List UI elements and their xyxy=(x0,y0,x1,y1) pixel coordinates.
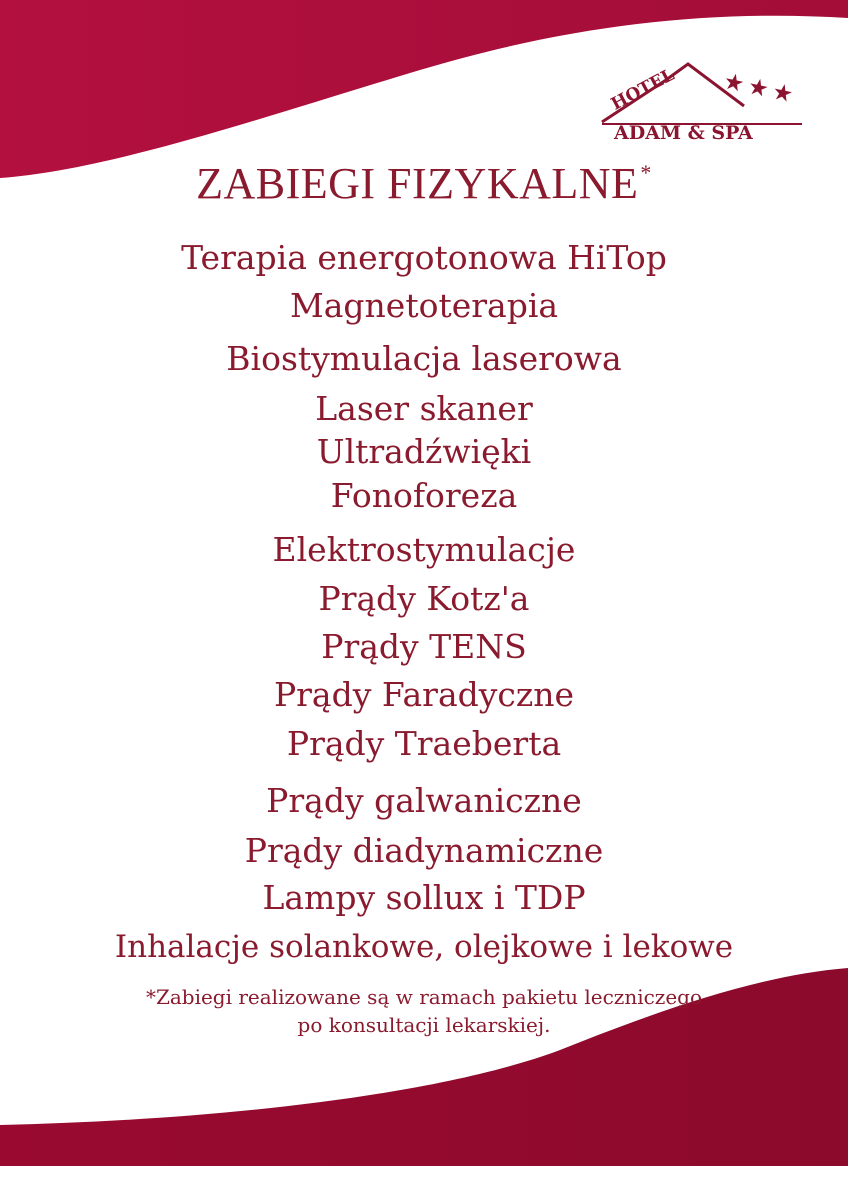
treatment-item: Prądy TENS xyxy=(321,627,527,666)
footnote-line-1: *Zabiegi realizowane są w ramach pakietu leczniczego xyxy=(145,985,703,1009)
logo-name: ADAM & SPA xyxy=(614,122,753,142)
treatment-item: Prądy galwaniczne xyxy=(266,781,582,820)
treatment-item: Inhalacje solankowe, olejkowe i lekowe xyxy=(114,929,734,965)
logo-hotel: HOTEL xyxy=(607,64,678,115)
treatment-item: Fonoforeza xyxy=(330,476,518,515)
treatment-item: Magnetoterapia xyxy=(289,286,559,325)
treatment-item: Prądy Traeberta xyxy=(286,724,562,763)
treatment-item: Lampy sollux i TDP xyxy=(262,878,586,917)
title-asterisk: * xyxy=(640,160,652,185)
logo-stars: ★ ★ ★ xyxy=(722,68,795,107)
treatment-item: Biostymulacja laserowa xyxy=(226,339,622,378)
treatment-item: Terapia energotonowa HiTop xyxy=(181,238,667,277)
footnote-line-2: po konsultacji lekarskiej. xyxy=(297,1013,551,1037)
treatment-item: Laser skaner xyxy=(315,389,533,428)
treatment-item: Prądy Faradyczne xyxy=(273,675,575,714)
treatment-item: Prądy diadynamiczne xyxy=(244,831,604,870)
page-title-text: ZABIEGI FIZYKALNE xyxy=(196,159,639,208)
hotel-logo xyxy=(596,50,806,142)
treatment-item: Elektrostymulacje xyxy=(272,530,576,569)
treatment-item: Prądy Kotz'a xyxy=(318,579,530,618)
treatment-item: Ultradźwięki xyxy=(316,432,532,471)
page-title xyxy=(0,158,848,209)
